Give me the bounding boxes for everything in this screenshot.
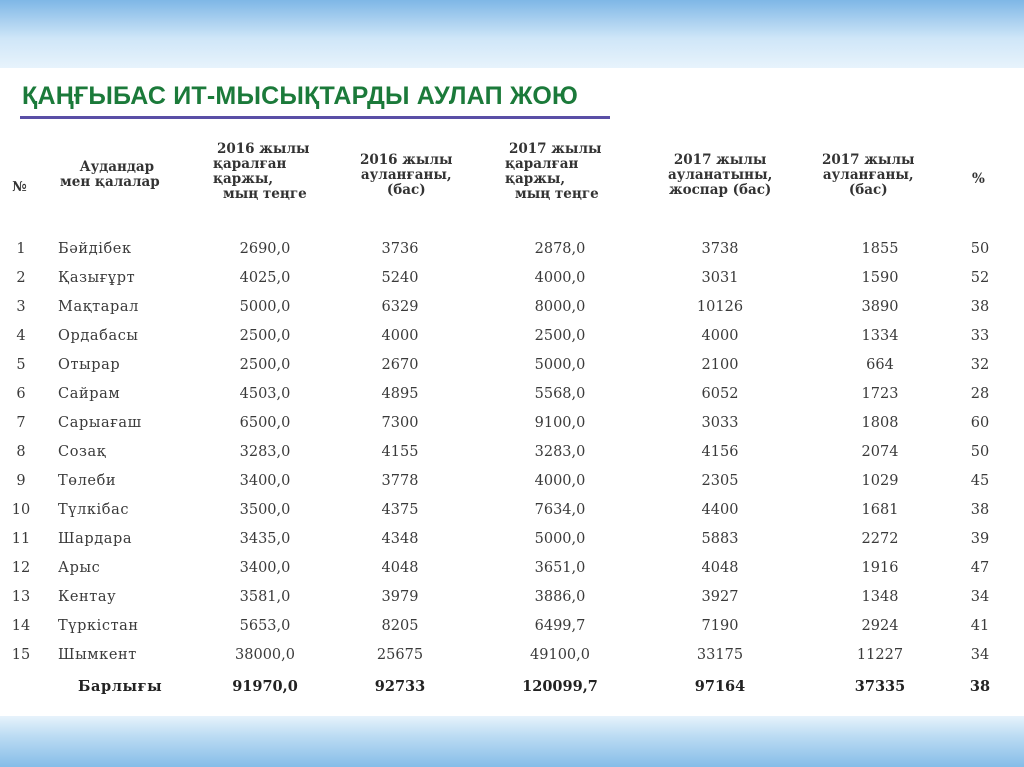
plan-2017-value: 3031 [701, 270, 739, 286]
total-caught-2017-value: 37335 [854, 678, 906, 695]
row-number: 3 [16, 299, 26, 315]
funds-2016-value: 5000,0 [239, 299, 291, 315]
caught-2016-value: 4375 [381, 502, 419, 518]
funds-2016-value: 3581,0 [239, 589, 291, 605]
percent-value: 41 [970, 618, 990, 634]
caught-2017-value: 1681 [861, 502, 899, 518]
funds-2016-value: 5653,0 [239, 618, 291, 634]
district-name: Шардара [58, 531, 133, 547]
caught-2017-value: 1029 [861, 473, 899, 489]
funds-2016-value: 3283,0 [239, 444, 291, 460]
caught-2016-value: 4895 [381, 386, 419, 402]
funds-2017-value: 4000,0 [534, 473, 586, 489]
funds-2017-value: 8000,0 [534, 299, 586, 315]
total-funds-2017-value: 120099,7 [522, 678, 598, 695]
district-name: Созақ [58, 444, 107, 460]
caught-2017-value: 1855 [861, 241, 899, 257]
plan-2017-value: 3927 [701, 589, 739, 605]
funds-2017-value: 49100,0 [530, 647, 590, 663]
plan-2017-value: 6052 [701, 386, 739, 402]
header-caught-2016: 2016 жылы ауланғаны, (бас) [360, 152, 453, 198]
slide-title: ҚАҢҒЫБАС ИТ-МЫСЫҚТАРДЫ АУЛАП ЖОЮ [22, 82, 578, 110]
plan-2017-value: 7190 [701, 618, 739, 634]
caught-2017-value: 1723 [861, 386, 899, 402]
percent-value: 60 [970, 415, 990, 431]
caught-2016-value: 3736 [381, 241, 419, 257]
funds-2017-value: 3283,0 [534, 444, 586, 460]
row-number: 1 [16, 241, 26, 257]
percent-value: 50 [970, 241, 990, 257]
caught-2017-value: 3890 [861, 299, 899, 315]
funds-2017-value: 3886,0 [534, 589, 586, 605]
row-number: 6 [16, 386, 26, 402]
district-name: Бәйдібек [58, 241, 132, 257]
plan-2017-value: 3033 [701, 415, 739, 431]
caught-2016-value: 6329 [381, 299, 419, 315]
caught-2017-value: 11227 [856, 647, 904, 663]
caught-2016-value: 4348 [381, 531, 419, 547]
percent-value: 38 [970, 299, 990, 315]
district-name: Қазығұрт [58, 270, 136, 286]
caught-2017-value: 664 [866, 357, 894, 373]
district-name: Шымкент [58, 647, 137, 663]
district-name: Арыс [58, 560, 101, 576]
row-number: 5 [16, 357, 26, 373]
header-funds-2016: 2016 жылы қаралған қаржы, мың теңге [213, 141, 310, 202]
row-number: 7 [16, 415, 26, 431]
funds-2016-value: 3500,0 [239, 502, 291, 518]
percent-value: 28 [970, 386, 990, 402]
row-number: 8 [16, 444, 26, 460]
funds-2016-value: 38000,0 [235, 647, 295, 663]
caught-2017-value: 1808 [861, 415, 899, 431]
funds-2016-value: 2500,0 [239, 357, 291, 373]
funds-2016-value: 2500,0 [239, 328, 291, 344]
percent-value: 50 [970, 444, 990, 460]
row-number: 14 [11, 618, 31, 634]
caught-2016-value: 2670 [381, 357, 419, 373]
caught-2017-value: 1916 [861, 560, 899, 576]
caught-2016-value: 4000 [381, 328, 419, 344]
caught-2016-value: 7300 [381, 415, 419, 431]
row-number: 9 [16, 473, 26, 489]
title-underline [20, 116, 610, 119]
plan-2017-value: 5883 [701, 531, 739, 547]
district-name: Сарыағаш [58, 415, 142, 431]
row-number: 2 [16, 270, 26, 286]
row-number: 10 [11, 502, 31, 518]
plan-2017-value: 2100 [701, 357, 739, 373]
row-number: 11 [11, 531, 31, 547]
header-no: № [12, 179, 27, 195]
percent-value: 33 [970, 328, 990, 344]
slide [0, 68, 1024, 716]
caught-2016-value: 5240 [381, 270, 419, 286]
percent-value: 34 [970, 589, 990, 605]
caught-2017-value: 2272 [861, 531, 899, 547]
bottom-frame-band [0, 715, 1024, 767]
funds-2017-value: 4000,0 [534, 270, 586, 286]
percent-value: 45 [970, 473, 990, 489]
district-name: Отырар [58, 357, 121, 373]
plan-2017-value: 33175 [696, 647, 744, 663]
header-funds-2017: 2017 жылы қаралған қаржы, мың теңге [505, 141, 602, 202]
row-number: 12 [11, 560, 31, 576]
percent-value: 32 [970, 357, 990, 373]
top-frame-band [0, 0, 1024, 70]
district-name: Түркістан [58, 618, 139, 634]
funds-2016-value: 4025,0 [239, 270, 291, 286]
district-name: Түлкібас [58, 502, 130, 518]
plan-2017-value: 2305 [701, 473, 739, 489]
caught-2016-value: 8205 [381, 618, 419, 634]
caught-2017-value: 1590 [861, 270, 899, 286]
funds-2016-value: 4503,0 [239, 386, 291, 402]
row-number: 4 [16, 328, 26, 344]
header-caught-2017: 2017 жылы ауланғаны, (бас) [822, 152, 915, 198]
plan-2017-value: 4000 [701, 328, 739, 344]
funds-2016-value: 3400,0 [239, 560, 291, 576]
percent-value: 34 [970, 647, 990, 663]
total-funds-2016-value: 91970,0 [232, 678, 298, 695]
funds-2017-value: 6499,7 [534, 618, 586, 634]
funds-2017-value: 2878,0 [534, 241, 586, 257]
percent-value: 47 [970, 560, 990, 576]
row-number: 15 [11, 647, 31, 663]
district-name: Кентау [58, 589, 117, 605]
total-plan-2017-value: 97164 [694, 678, 746, 695]
header-percent: % [972, 171, 985, 187]
caught-2016-value: 3778 [381, 473, 419, 489]
funds-2016-value: 3435,0 [239, 531, 291, 547]
percent-value: 38 [970, 502, 990, 518]
funds-2016-value: 6500,0 [239, 415, 291, 431]
total-percent-value: 38 [969, 678, 991, 695]
funds-2016-value: 3400,0 [239, 473, 291, 489]
plan-2017-value: 4156 [701, 444, 739, 460]
header-plan-2017: 2017 жылы ауланатыны, жоспар (бас) [668, 152, 773, 198]
caught-2016-value: 25675 [376, 647, 424, 663]
district-name: Мақтарал [58, 299, 139, 315]
funds-2017-value: 3651,0 [534, 560, 586, 576]
caught-2016-value: 4048 [381, 560, 419, 576]
percent-value: 39 [970, 531, 990, 547]
header-district: Аудандар мен қалалар [60, 159, 160, 190]
funds-2017-value: 7634,0 [534, 502, 586, 518]
plan-2017-value: 4400 [701, 502, 739, 518]
percent-value: 52 [970, 270, 990, 286]
total-caught-2016-value: 92733 [374, 678, 426, 695]
district-name: Ордабасы [58, 328, 139, 344]
plan-2017-value: 3738 [701, 241, 739, 257]
funds-2016-value: 2690,0 [239, 241, 291, 257]
caught-2016-value: 4155 [381, 444, 419, 460]
caught-2016-value: 3979 [381, 589, 419, 605]
funds-2017-value: 5000,0 [534, 357, 586, 373]
plan-2017-value: 4048 [701, 560, 739, 576]
district-name: Сайрам [58, 386, 121, 402]
caught-2017-value: 1334 [861, 328, 899, 344]
row-number: 13 [11, 589, 31, 605]
funds-2017-value: 9100,0 [534, 415, 586, 431]
district-name: Төлеби [58, 473, 117, 489]
funds-2017-value: 5000,0 [534, 531, 586, 547]
caught-2017-value: 1348 [861, 589, 899, 605]
funds-2017-value: 2500,0 [534, 328, 586, 344]
plan-2017-value: 10126 [696, 299, 744, 315]
caught-2017-value: 2074 [861, 444, 899, 460]
funds-2017-value: 5568,0 [534, 386, 586, 402]
caught-2017-value: 2924 [861, 618, 899, 634]
total-district-name: Барлығы [78, 678, 163, 695]
